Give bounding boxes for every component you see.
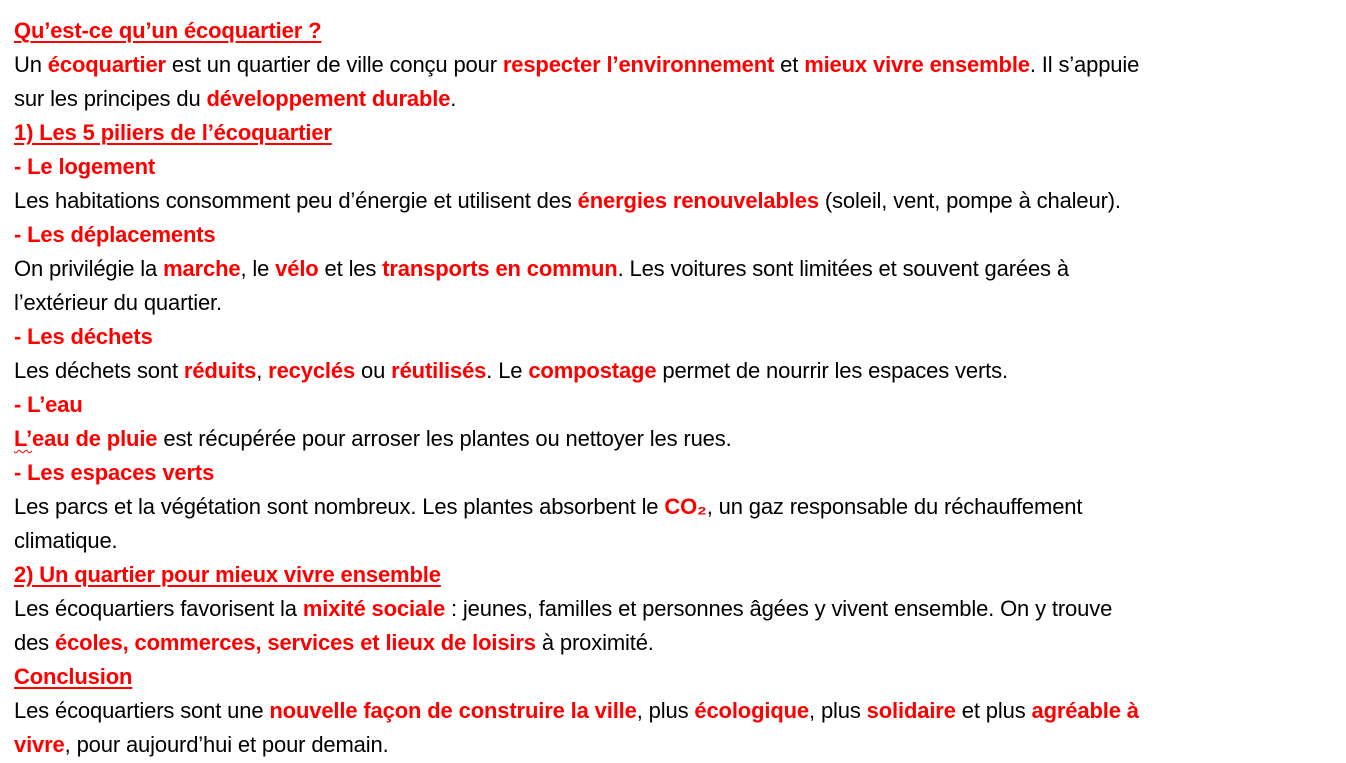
section-2-line <box>14 592 1340 626</box>
pillar-text-line <box>14 490 1340 524</box>
body-text: Les habitations consomment peu d’énergie et utilisent des <box>14 188 578 213</box>
highlight-text: agréable à <box>1031 698 1139 723</box>
highlight-text: CO₂ <box>664 494 707 519</box>
intro-line <box>14 82 1340 116</box>
body-text: permet de nourrir les espaces verts. <box>656 358 1008 383</box>
highlight-text: mixité sociale <box>302 596 446 621</box>
section-2-title: 2) Un quartier pour mieux vivre ensemble <box>14 562 441 587</box>
highlight-text: compostage <box>528 358 657 383</box>
body-text: . <box>450 86 457 111</box>
section-2-paragraph <box>14 592 1340 660</box>
highlight-text: réduits <box>183 358 257 383</box>
highlight-text: écoquartier <box>47 52 166 77</box>
body-text: (soleil, vent, pompe à chaleur). <box>818 188 1121 213</box>
pillar-text-line <box>14 524 1340 558</box>
pillar-logement <box>14 150 1340 218</box>
highlight-text: nouvelle façon de construire la ville <box>269 698 637 723</box>
body-text: . Les voitures sont limitées et souvent garées à <box>617 256 1069 281</box>
conclusion-line <box>14 694 1340 728</box>
pillar-heading: - Les espaces verts <box>14 460 215 485</box>
body-text: Les écoquartiers sont une <box>14 698 270 723</box>
pillar-espaces-verts <box>14 456 1340 558</box>
pillar-heading: - Les déchets <box>14 324 153 349</box>
pillar-text-line <box>14 252 1340 286</box>
conclusion-title: Conclusion <box>14 664 133 689</box>
section-2-line <box>14 626 1340 660</box>
body-text: . Le <box>486 358 529 383</box>
body-text: , plus <box>809 698 867 723</box>
pillar-eau <box>14 388 1340 456</box>
section-1-title: 1) Les 5 piliers de l’écoquartier <box>14 120 332 145</box>
highlight-text: L’ <box>14 426 33 451</box>
highlight-text: écologique <box>694 698 810 723</box>
pillar-text-line <box>14 422 1340 456</box>
pillar-text-line <box>14 184 1340 218</box>
highlight-text: énergies renouvelables <box>577 188 819 213</box>
body-text: , <box>256 358 269 383</box>
pillar-heading: - Le logement <box>14 154 156 179</box>
pillar-heading: - L’eau <box>14 392 83 417</box>
document-body <box>14 14 1340 762</box>
body-text: et les <box>318 256 383 281</box>
highlight-text: marche <box>163 256 241 281</box>
pillar-heading: - Les déplacements <box>14 222 216 247</box>
highlight-text: développement durable <box>206 86 451 111</box>
body-text: sur les principes du <box>14 86 207 111</box>
pillar-text-line <box>14 286 1340 320</box>
highlight-text: recyclés <box>268 358 356 383</box>
highlight-text: mieux vivre ensemble <box>804 52 1030 77</box>
highlight-text: écoles, commerces, services et lieux de loisirs <box>54 630 536 655</box>
body-text: est récupérée pour arroser les plantes ou nettoyer les rues. <box>157 426 732 451</box>
body-text: . Il s’appuie <box>1029 52 1140 77</box>
pillar-dechets <box>14 320 1340 388</box>
pillar-text-line <box>14 354 1340 388</box>
body-text: : jeunes, familles et personnes âgées y vivent ensemble. On y trouve <box>445 596 1113 621</box>
body-text: ou <box>355 358 392 383</box>
intro-paragraph <box>14 48 1340 116</box>
body-text: , un gaz responsable du réchauffement <box>706 494 1083 519</box>
body-text: et <box>774 52 805 77</box>
body-text: On privilégie la <box>14 256 164 281</box>
highlight-text: respecter l’environnement <box>502 52 775 77</box>
highlight-text: transports en commun <box>382 256 618 281</box>
body-text: , le <box>240 256 276 281</box>
body-text: Les déchets sont <box>14 358 184 383</box>
highlight-text: solidaire <box>866 698 956 723</box>
body-text: l’extérieur du quartier. <box>14 290 222 315</box>
conclusion-paragraph <box>14 694 1340 762</box>
body-text: , pour aujourd’hui et pour demain. <box>64 732 389 757</box>
highlight-text: réutilisés <box>391 358 487 383</box>
body-text: Les écoquartiers favorisent la <box>14 596 303 621</box>
conclusion-line <box>14 728 1340 762</box>
body-text: des <box>14 630 55 655</box>
intro-line <box>14 48 1340 82</box>
body-text: climatique. <box>14 528 118 553</box>
body-text: à proximité. <box>535 630 654 655</box>
pillar-deplacements <box>14 218 1340 320</box>
highlight-text: vivre <box>14 732 65 757</box>
highlight-text: eau de pluie <box>32 426 158 451</box>
highlight-text: vélo <box>275 256 319 281</box>
body-text: et plus <box>955 698 1032 723</box>
document-title: Qu’est-ce qu’un écoquartier ? <box>14 18 322 43</box>
body-text: Un <box>14 52 48 77</box>
body-text: , plus <box>636 698 695 723</box>
body-text: Les parcs et la végétation sont nombreux. Les plantes absorbent le <box>14 494 665 519</box>
body-text: est un quartier de ville conçu pour <box>165 52 503 77</box>
